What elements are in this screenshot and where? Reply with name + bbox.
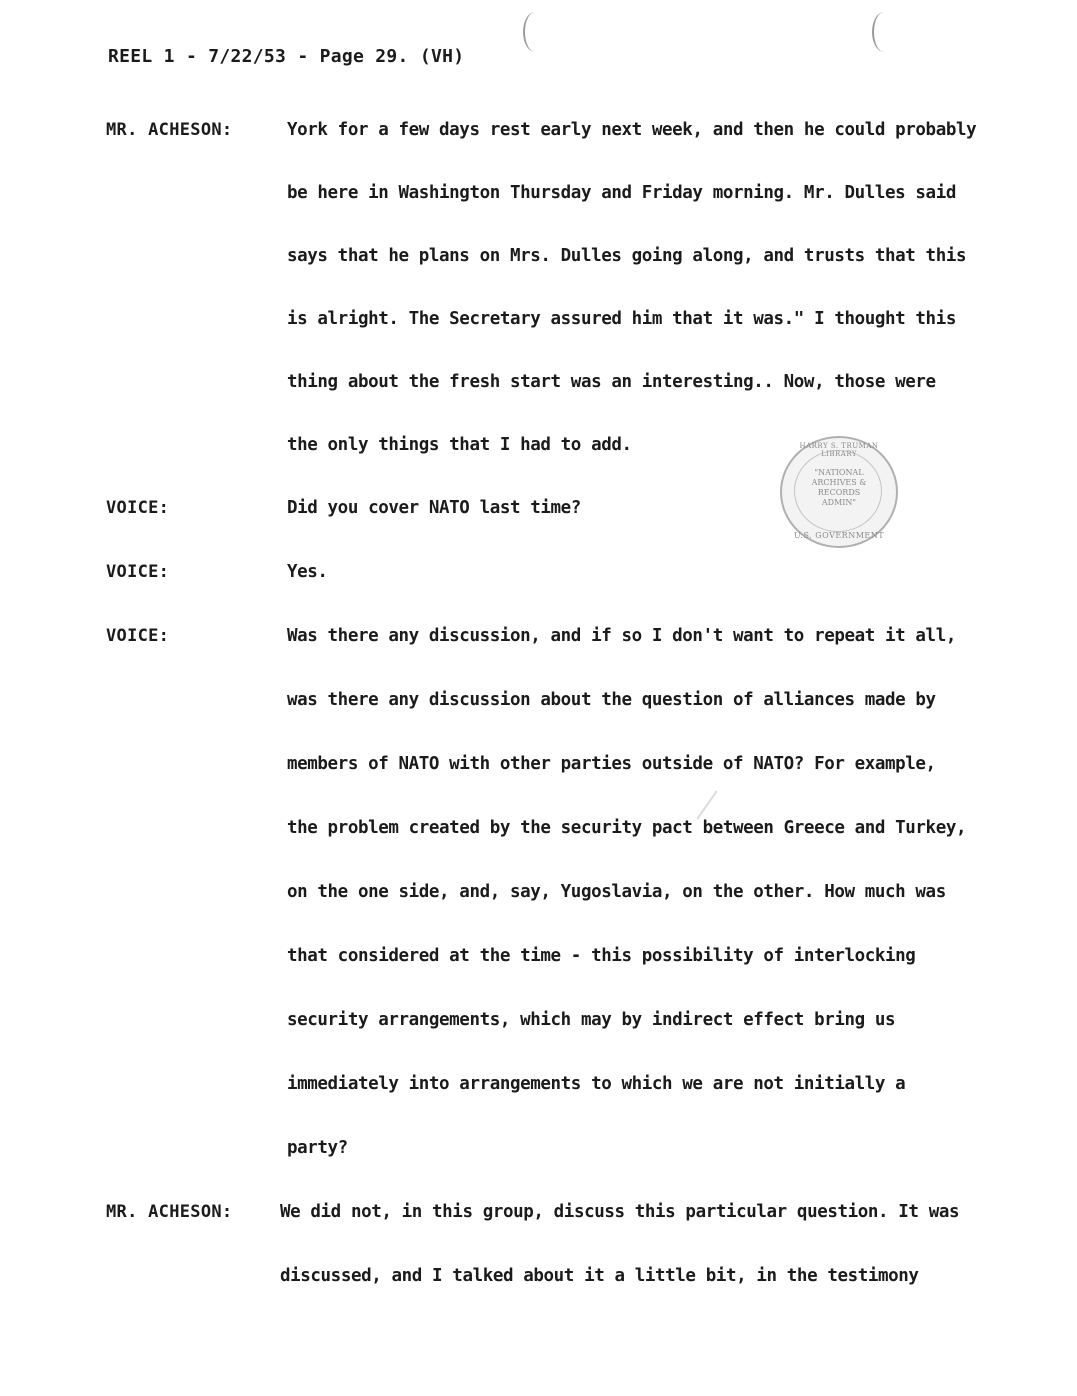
speaker-label: VOICE: [106,562,170,582]
transcript-line: is alright. The Secretary assured him that it was." I thought this [287,309,956,329]
speaker-label: VOICE: [106,626,170,646]
transcript-line: be here in Washington Thursday and Friday morning. Mr. Dulles said [287,183,956,203]
speaker-label: MR. ACHESON: [106,120,233,140]
stamp-top-text: HARRY S. TRUMAN LIBRARY [799,442,879,458]
punch-hole-mark [523,12,547,52]
transcript-line: on the one side, and, say, Yugoslavia, on the other. How much was [287,882,946,902]
stamp-bottom-text: U.S. GOVERNMENT [793,531,885,540]
transcript-line: thing about the fresh start was an interesting.. Now, those were [287,372,936,392]
transcript-line: the only things that I had to add. [287,435,632,455]
paper-mark [696,791,717,820]
transcript-line: York for a few days rest early next week, and then he could probably [287,120,977,140]
page-header: REEL 1 - 7/22/53 - Page 29. (VH) [108,46,465,67]
transcript-line: the problem created by the security pact between Greece and Turkey, [287,818,967,838]
speaker-label: MR. ACHESON: [106,1202,233,1222]
transcript-line: Did you cover NATO last time? [287,498,581,518]
speaker-label: VOICE: [106,498,170,518]
stamp-center-text: "NATIONAL ARCHIVES & RECORDS ADMIN" [811,468,867,507]
transcript-line: says that he plans on Mrs. Dulles going along, and trusts that this [287,246,967,266]
transcript-line: Was there any discussion, and if so I don't want to repeat it all, [287,626,956,646]
transcript-line: security arrangements, which may by indirect effect bring us [287,1010,896,1030]
transcript-line: discussed, and I talked about it a little bit, in the testimony [280,1266,919,1286]
archive-stamp [780,436,898,548]
transcript-line: was there any discussion about the question of alliances made by [287,690,936,710]
punch-hole-mark [872,12,896,52]
transcript-line: We did not, in this group, discuss this particular question. It was [280,1202,960,1222]
transcript-line: Yes. [287,562,328,582]
transcript-line: that considered at the time - this possibility of interlocking [287,946,916,966]
transcript-line: party? [287,1138,348,1158]
transcript-line: members of NATO with other parties outside of NATO? For example, [287,754,936,774]
transcript-line: immediately into arrangements to which we are not initially a [287,1074,906,1094]
